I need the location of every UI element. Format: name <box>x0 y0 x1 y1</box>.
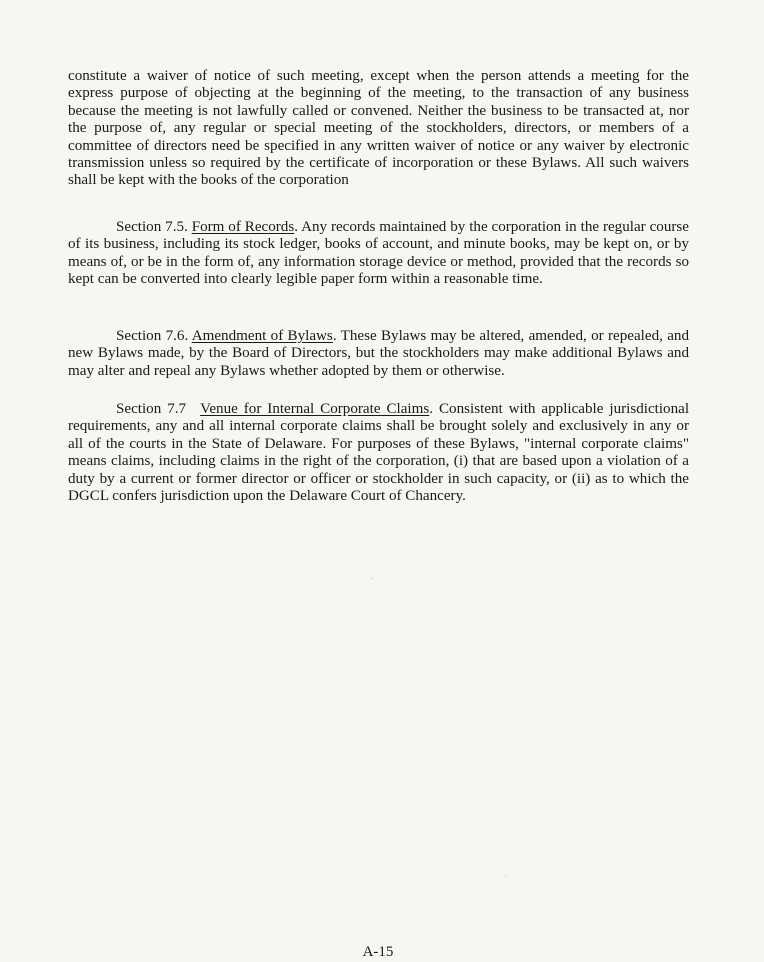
section-7-6-paragraph <box>68 328 689 380</box>
paragraph-1-text: constitute a waiver of notice of such meeting, except when the person attends a meeting for the express purpose of objecting at the beginning of the meeting, to the transaction of any business because the meeting is not lawfully called or convened. Neither the business to be transacted at, nor the purpose of, any regular or special meeting of the stockholders, directors, or members of a committee of directors need be specified in any written waiver of notice or any waiver by electronic transmission unless so required by the certificate of incorporation or these Bylaws. All such waivers shall be kept with the books of the corporation <box>68 68 689 189</box>
section-7-6-number: Section 7.6. <box>116 328 189 344</box>
page-footer <box>0 944 764 961</box>
scan-speck <box>371 578 372 579</box>
section-7-5-title-suffix: . <box>294 219 299 235</box>
section-7-5-paragraph <box>68 219 689 289</box>
section-7-6-body: These Bylaws may be altered, amended, or repealed, and new Bylaws made, by the Board of Directors, but the stockholders may make additional Bylaws and may alter and repeal any Bylaws whether adopted by them or otherwise. <box>68 328 689 379</box>
section-7-5-title: Form of Records <box>191 219 295 235</box>
paragraph-waiver-continuation <box>68 68 689 190</box>
section-7-7-title: Venue for Internal Corporate Claims <box>200 401 430 417</box>
section-7-7-title-suffix: . <box>429 401 434 417</box>
section-7-5-number: Section 7.5. <box>116 219 188 235</box>
section-7-7-body: Consistent with applicable jurisdictional requirements, any and all internal corporate claims shall be brought solely and exclusively in any or all of the courts in the State of Delaware. For purposes of these Bylaws, "internal corporate claims" means claims, including claims in the right of the corporation, (i) that are based upon a violation of a duty by a current or former director or officer or stockholder in such capacity, or (ii) as to which the DGCL confers jurisdiction upon the Delaware Court of Chancery. <box>68 401 690 505</box>
page-number: A-15 <box>362 944 394 960</box>
section-7-6-title: Amendment of Bylaws <box>191 328 333 344</box>
section-7-7-paragraph <box>68 401 689 505</box>
section-7-6-title-suffix: . <box>332 328 337 344</box>
section-7-5-body: Any records maintained by the corporation in the regular course of its business, including its stock ledger, books of account, and minute books, may be kept on, or by means of, or be in the form of, any information storage device or method, provided that the records so kept can be converted into clearly legible paper form within a reasonable time. <box>68 219 689 288</box>
scan-speck <box>505 876 506 877</box>
section-7-7-number: Section 7.7 <box>116 401 187 417</box>
